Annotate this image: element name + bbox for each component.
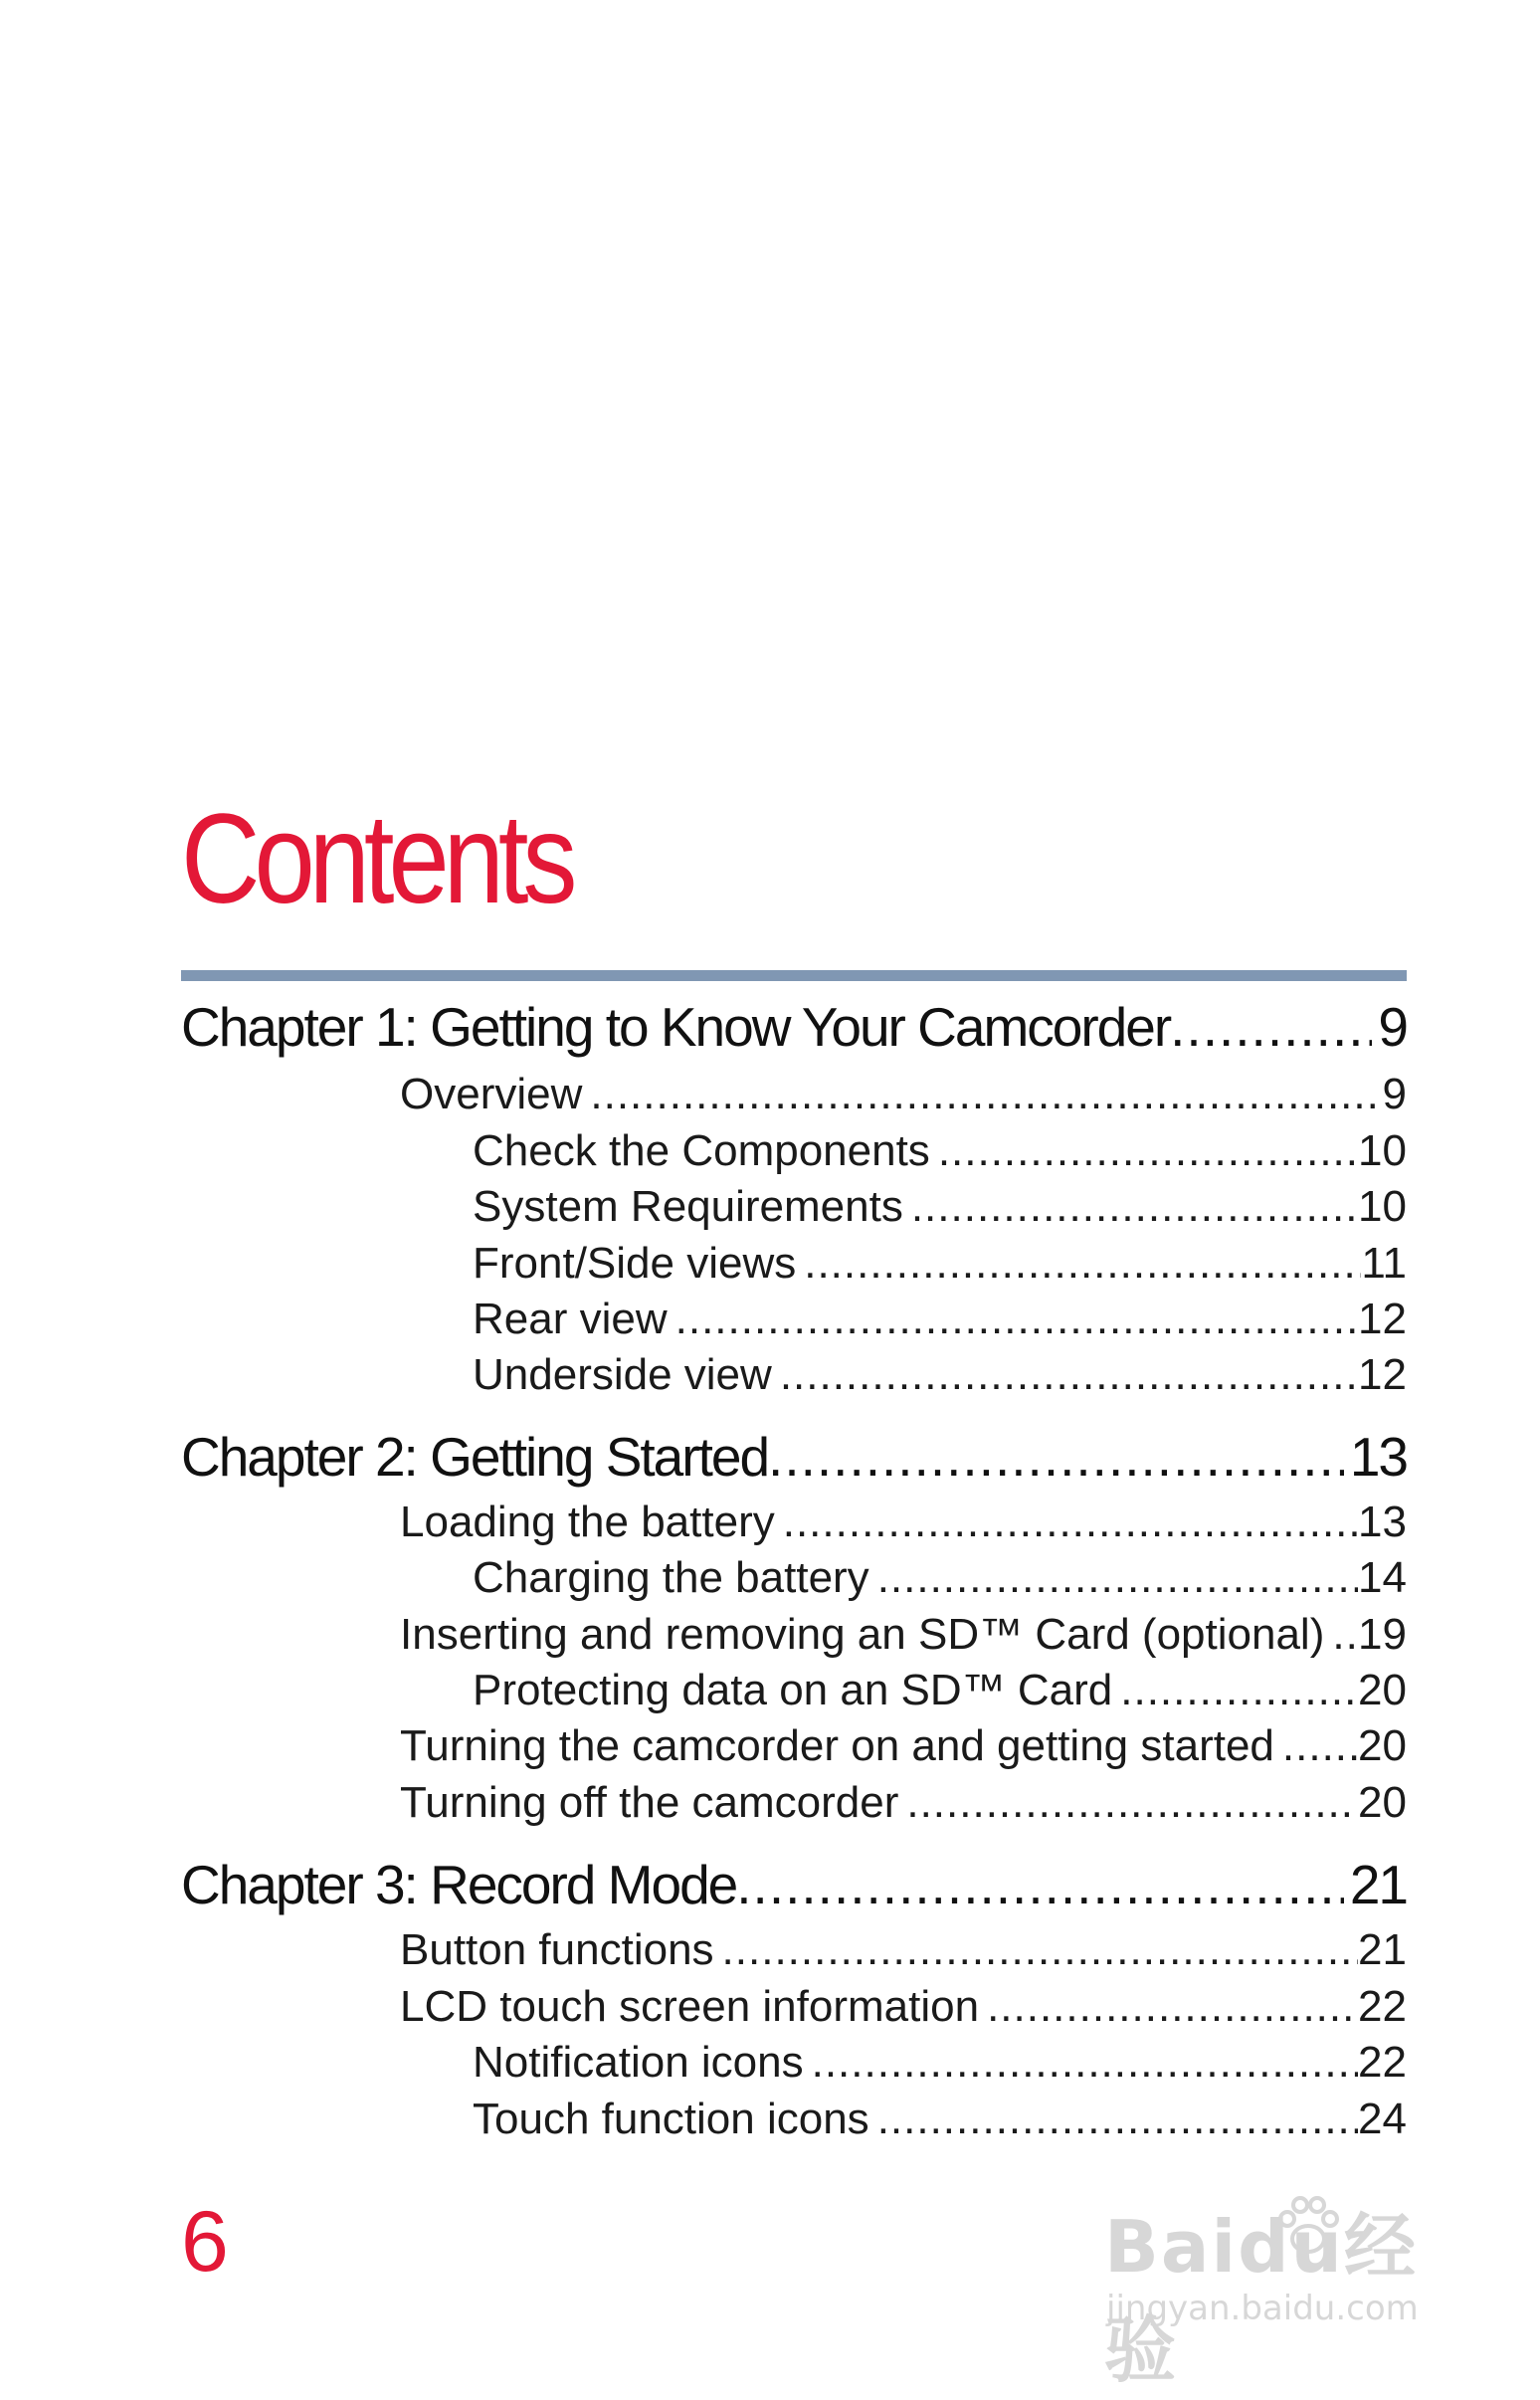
- toc-page-number: 22: [1358, 1982, 1407, 2031]
- toc-leader-dots: [877, 1553, 1358, 1603]
- watermark-brand: Baidu经验: [1104, 2205, 1418, 2392]
- toc-page-number: 11: [1361, 1239, 1407, 1288]
- toc-entry-turning-on[interactable]: [400, 1721, 1407, 1781]
- toc-entry-text: Rear view: [473, 1295, 668, 1343]
- toc-entry-rear-view[interactable]: [473, 1295, 1407, 1354]
- toc-page-number: 10: [1358, 1126, 1407, 1175]
- watermark-url: jingyan.baidu.com: [1106, 2289, 1419, 2328]
- toc-page-number: 13: [1349, 1426, 1407, 1488]
- title-divider: [181, 970, 1407, 981]
- page-number: 6: [181, 2194, 229, 2290]
- toc-page-number: 9: [1378, 996, 1407, 1058]
- toc-entry-text: Chapter 2: Getting Started: [181, 1426, 769, 1488]
- toc-leader-dots: [768, 1425, 1344, 1489]
- toc-entry-text: Turning off the camcorder: [400, 1778, 899, 1827]
- toc-entry-lcd-touch-screen[interactable]: [400, 1982, 1407, 2042]
- toc-leader-dots: [938, 1126, 1358, 1176]
- toc-page-number: 13: [1358, 1498, 1407, 1546]
- toc-page-number: 12: [1358, 1350, 1407, 1399]
- toc-page-number: 12: [1358, 1295, 1407, 1343]
- toc-page-number: 20: [1358, 1666, 1407, 1714]
- toc-entry-text: Overview: [400, 1070, 583, 1118]
- toc-entry-text: Touch function icons: [473, 2095, 869, 2143]
- watermark: [1104, 2189, 1462, 2392]
- toc-chapter-1[interactable]: [181, 995, 1407, 1058]
- toc-entry-text: Chapter 1: Getting to Know Your Camcorder: [181, 996, 1171, 1058]
- toc-entry-text: Underside view: [473, 1350, 772, 1399]
- toc-leader-dots: [736, 1853, 1344, 1916]
- toc-leader-dots: [722, 1925, 1359, 1975]
- toc-entry-inserting-sd-card[interactable]: [400, 1610, 1407, 1670]
- page-title: Contents: [181, 788, 572, 930]
- toc-entry-text: Notification icons: [473, 2038, 804, 2087]
- toc-leader-dots: [675, 1295, 1358, 1344]
- toc-entry-underside-view[interactable]: [473, 1350, 1407, 1410]
- toc-leader-dots: [804, 1239, 1361, 1289]
- toc-entry-button-functions[interactable]: [400, 1925, 1407, 1985]
- toc-page-number: 19: [1358, 1610, 1407, 1659]
- toc-leader-dots: [911, 1182, 1358, 1232]
- toc-page-number: 22: [1358, 2038, 1407, 2087]
- toc-entry-turning-off[interactable]: [400, 1778, 1407, 1838]
- toc-entry-front-side-views[interactable]: [473, 1239, 1407, 1299]
- toc-chapter-2[interactable]: [181, 1425, 1407, 1488]
- toc-page-number: 20: [1358, 1778, 1407, 1827]
- toc-leader-dots: [1170, 995, 1372, 1059]
- toc-leader-dots: [877, 2095, 1358, 2144]
- toc-entry-text: Inserting and removing an SD™ Card (optional): [400, 1610, 1325, 1659]
- toc-page-number: 10: [1358, 1182, 1407, 1231]
- toc-entry-text: Chapter 3: Record Mode: [181, 1854, 737, 1915]
- toc-entry-text: System Requirements: [473, 1182, 903, 1231]
- toc-leader-dots: [783, 1498, 1358, 1547]
- toc-entry-text: Loading the battery: [400, 1498, 775, 1546]
- toc-entry-overview[interactable]: [400, 1070, 1407, 1129]
- toc-entry-text: Front/Side views: [473, 1239, 797, 1288]
- toc-leader-dots: [1120, 1666, 1358, 1715]
- toc-leader-dots: [590, 1070, 1382, 1119]
- toc-entry-notification-icons[interactable]: [473, 2038, 1407, 2098]
- toc-entry-charging-battery[interactable]: [473, 1553, 1407, 1613]
- toc-page-number: 21: [1358, 1925, 1407, 1974]
- toc-leader-dots: [780, 1350, 1358, 1400]
- toc-entry-text: Turning the camcorder on and getting started: [400, 1721, 1274, 1770]
- toc-entry-text: LCD touch screen information: [400, 1982, 980, 2031]
- toc-entry-text: Check the Components: [473, 1126, 930, 1175]
- toc-leader-dots: [812, 2038, 1358, 2088]
- toc-entry-text: Protecting data on an SD™ Card: [473, 1666, 1113, 1714]
- toc-page-number: 21: [1349, 1854, 1407, 1915]
- toc-entry-system-requirements[interactable]: [473, 1182, 1407, 1242]
- toc-entry-text: Button functions: [400, 1925, 714, 1974]
- toc-entry-loading-battery[interactable]: [400, 1498, 1407, 1557]
- toc-page-number: 24: [1358, 2095, 1407, 2143]
- toc-leader-dots: [1332, 1610, 1358, 1660]
- paw-icon: [1273, 2193, 1343, 2263]
- toc-entry-protecting-sd-data[interactable]: [473, 1666, 1407, 1725]
- toc-page-number: 14: [1358, 1553, 1407, 1602]
- toc-leader-dots: [1282, 1721, 1358, 1771]
- toc-chapter-3[interactable]: [181, 1853, 1407, 1915]
- toc-entry-check-components[interactable]: [473, 1126, 1407, 1186]
- toc-page-number: 20: [1358, 1721, 1407, 1770]
- toc-page-number: 9: [1382, 1070, 1407, 1118]
- toc-leader-dots: [906, 1778, 1358, 1828]
- toc-entry-touch-function-icons[interactable]: [473, 2095, 1407, 2154]
- toc-leader-dots: [987, 1982, 1358, 2032]
- toc-entry-text: Charging the battery: [473, 1553, 869, 1602]
